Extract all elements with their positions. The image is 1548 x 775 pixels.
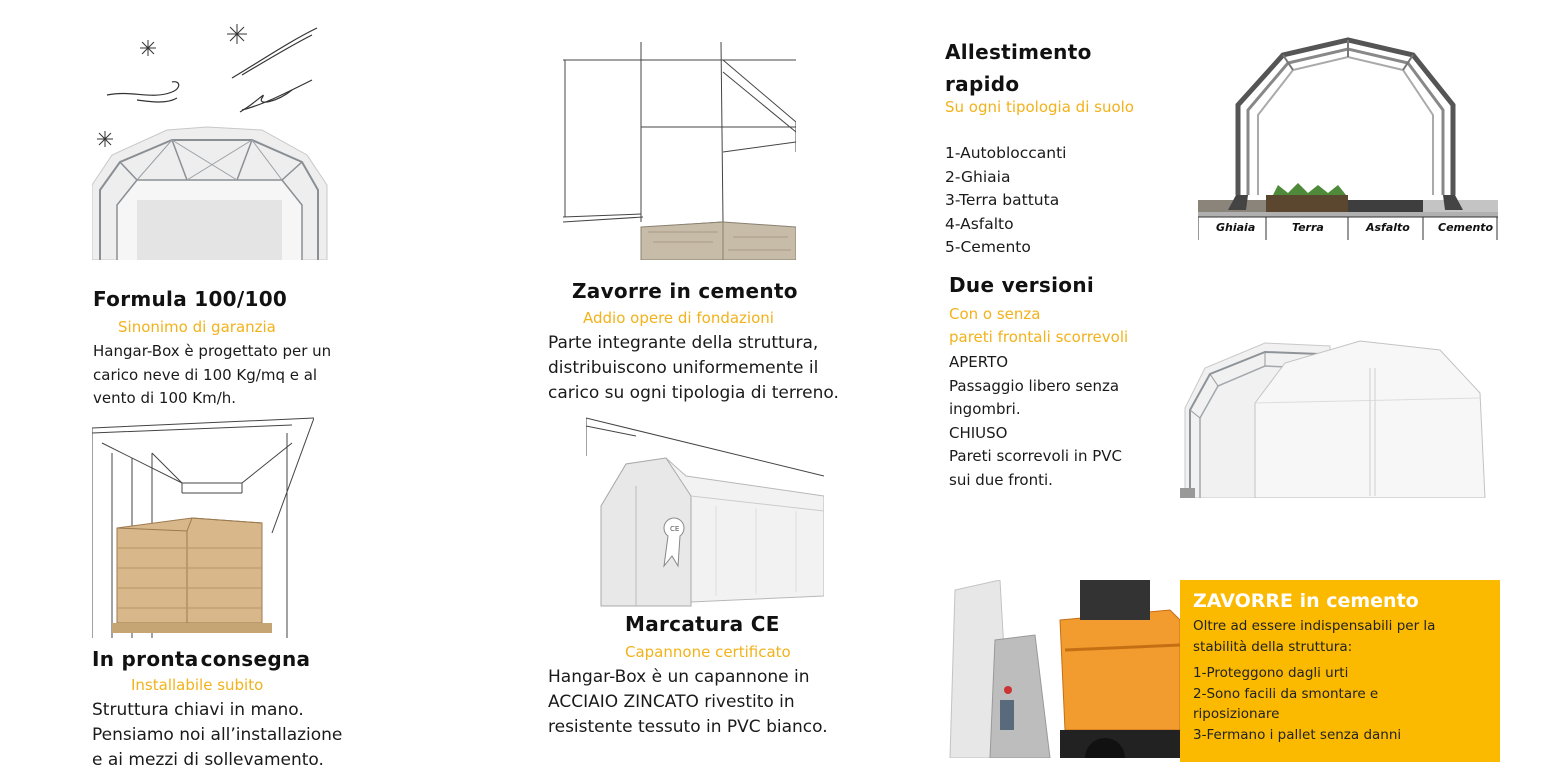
structure-sketch [563,42,796,227]
formula-subtitle: Sinonimo di garanzia [118,318,276,336]
list-item: 1-Proteggono dagli urti [1193,665,1349,681]
consegna-title: In pronta consegna [92,647,311,671]
snowflake-icon [140,40,156,56]
list-item: 1-Autobloccanti [945,144,1067,162]
tent-snow-image [92,20,332,260]
ballast-blocks-image [563,42,796,260]
tent-closed [1255,341,1485,498]
pallet-delivery-image [92,413,314,638]
list-item: 2-Ghiaia [945,167,1011,186]
ce-tent-image [586,416,824,608]
two-versions-image [1180,338,1492,498]
zavorre-text: Parte integrante della struttura, distribuiscono uniformemente il carico su ogni tipologia di terreno. [548,333,839,403]
tent-closed [601,458,824,606]
zavorre-info-box [1180,580,1500,762]
frame-structure [1238,40,1453,195]
list-item: riposizionare [1193,706,1280,722]
tent-drawing [92,127,327,260]
list-item: 3-Fermano i pallet senza danni [1193,726,1402,743]
formula-text: Hangar-Box è progettato per un carico neve di 100 Kg/mq e al vento di 100 Km/h. [93,342,332,407]
allestimento-title: Allestimento rapido [945,40,1092,96]
list-item: 2-Sono facili da smontare e [1193,685,1379,702]
snowflake-icon [97,131,113,147]
consegna-subtitle: Installabile subito [131,676,264,694]
versioni-title: Due versioni [949,273,1095,297]
ce-title: Marcatura CE [625,612,780,636]
list-item: 5-Cemento [945,238,1031,256]
allestimento-subtitle: Su ogni tipologia di suolo [945,98,1134,116]
ce-text: Hangar-Box è un capannone in ACCIAIO ZINCATO rivestito in resistente tessuto in PVC bianco. [548,667,828,737]
wind-icon [107,28,317,112]
svg-text:CE: CE [670,525,680,533]
ground-label: Ghiaia [1216,221,1256,234]
ground-label: Cemento [1438,221,1494,234]
list-item: 3-Terra battuta [945,191,1060,209]
zavorre-subtitle: Addio opere di fondazioni [583,309,774,327]
ce-subtitle: Capannone certificato [625,643,791,661]
versioni-subtitle: Con o senza pareti frontali scorrevoli [949,305,1129,346]
box-intro: Oltre ad essere indispensabili per la stabilità della struttura: [1193,618,1436,655]
ground-label: Asfalto [1366,221,1410,234]
soil-strip [1266,195,1348,212]
list-item: 4-Asfalto [945,214,1014,233]
wooden-crates [112,518,272,633]
box-title: ZAVORRE in cemento [1193,590,1419,612]
ground-label: Terra [1292,221,1324,234]
formula-title: Formula 100/100 [93,287,288,311]
zavorre-title: Zavorre in cemento [572,279,798,303]
consegna-text: Struttura chiavi in mano. Pensiamo noi all’installazione e ai mezzi di sollevamento. [92,700,343,770]
snowflake-icon [227,24,247,44]
concrete-blocks [641,222,796,260]
asphalt-strip [1348,200,1423,212]
box-list [1193,663,1493,745]
ground-types-image [1198,35,1498,240]
forklift-ballast-image [940,580,1180,758]
versioni-text: APERTO Passaggio libero senza ingombri. CHIUSO Pareti scorrevoli in PVC sui due fronti. [949,353,1123,489]
ground-types-list [945,142,1066,260]
